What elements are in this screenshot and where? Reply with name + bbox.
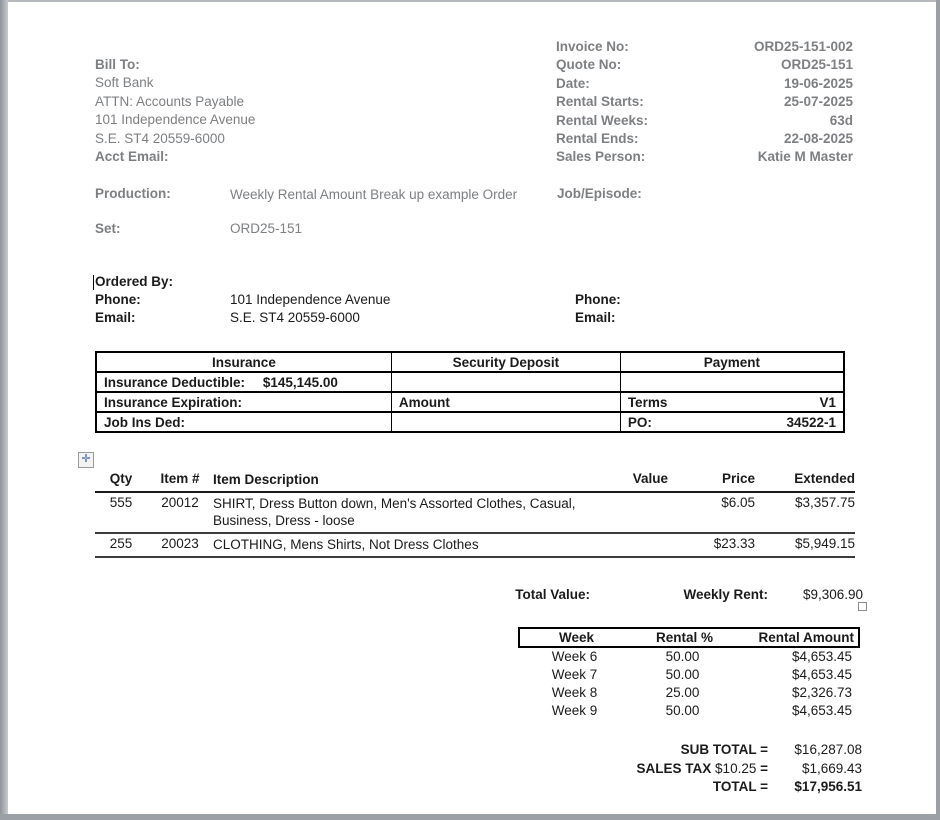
week-breakdown-table xyxy=(518,627,860,720)
rental-amount: $4,653.45 xyxy=(791,667,852,682)
acct-email-label: Acct Email: xyxy=(95,149,169,165)
weekly-rent-label: Weekly Rent: xyxy=(683,587,768,602)
sub-total-label: SUB TOTAL = xyxy=(680,742,768,757)
date-row xyxy=(556,75,853,93)
bill-to-block xyxy=(95,56,255,166)
rental-ends-label: Rental Ends: xyxy=(556,131,639,147)
bill-to-address1: 101 Independence Avenue xyxy=(95,112,256,128)
rental-amount: $4,653.45 xyxy=(791,649,852,664)
item-number: 20012 xyxy=(161,495,199,510)
bill-to-name: Soft Bank xyxy=(95,75,154,91)
insurance-table-header-row xyxy=(96,352,844,372)
text-cursor-caret xyxy=(93,275,94,290)
insurance-deductible-cell xyxy=(96,372,391,392)
item-price: $6.05 xyxy=(721,495,755,510)
item-number: 20023 xyxy=(161,536,199,551)
set-label: Set: xyxy=(95,221,121,236)
total-row xyxy=(500,778,862,797)
week-header: Week xyxy=(558,630,595,645)
rental-pct: 50.00 xyxy=(665,667,700,682)
rental-weeks-value: 63d xyxy=(829,112,853,128)
phone-label: Phone: xyxy=(95,292,141,307)
insurance-table xyxy=(95,351,845,433)
sales-person-label: Sales Person: xyxy=(556,149,646,165)
rental-weeks-row xyxy=(556,112,853,130)
rental-pct: 50.00 xyxy=(665,703,700,718)
insurance-expiration-label: Insurance Expiration: xyxy=(96,392,391,412)
extended-header: Extended xyxy=(794,471,855,486)
insurance-deductible-label: Insurance Deductible: xyxy=(104,374,246,390)
rental-ends-value: 22-08-2025 xyxy=(783,131,853,147)
sales-tax-amount: $10.25 xyxy=(715,760,757,776)
rental-starts-label: Rental Starts: xyxy=(556,94,644,110)
terms-label: Terms xyxy=(627,394,668,410)
production-label: Production: xyxy=(95,186,171,201)
week-row-1 xyxy=(518,648,860,666)
payment-empty-cell xyxy=(620,372,844,392)
security-deposit-empty-cell xyxy=(391,372,620,392)
production-value: Weekly Rental Amount Break up example Order xyxy=(230,187,518,202)
terms-cell xyxy=(620,392,844,412)
job-ins-empty-cell xyxy=(391,412,620,432)
sales-tax-label: SALES TAX xyxy=(636,760,712,776)
item-description: CLOTHING, Mens Shirts, Not Dress Clothes xyxy=(213,537,479,552)
set-value: ORD25-151 xyxy=(230,221,303,236)
week-row-4 xyxy=(518,702,860,720)
rental-amount-header: Rental Amount xyxy=(758,630,854,645)
sub-total-row xyxy=(500,741,862,760)
po-value: 34522-1 xyxy=(786,414,836,430)
item-row-2 xyxy=(95,534,855,558)
rental-pct-header: Rental % xyxy=(655,630,713,645)
date-label: Date: xyxy=(556,75,590,91)
job-ins-ded-row xyxy=(96,412,844,432)
weekly-rent-value: $9,306.90 xyxy=(802,587,863,602)
page-edge-bottom xyxy=(0,814,940,820)
rental-amount: $4,653.45 xyxy=(791,703,852,718)
sales-person-row xyxy=(556,148,853,166)
table-move-handle-icon[interactable]: ✛ xyxy=(78,452,94,468)
price-header: Price xyxy=(721,471,755,486)
rental-ends-row xyxy=(556,130,853,148)
bill-to-address2: S.E. ST4 20559-6000 xyxy=(95,130,225,146)
items-table xyxy=(95,471,855,558)
item-description: SHIRT, Dress Button down, Men's Assorted Clothes, Casual, Business, Dress - loose xyxy=(213,496,576,528)
insurance-deductible-value: $145,145.00 xyxy=(262,374,338,390)
page-edge-right xyxy=(936,0,940,820)
sub-total-value: $16,287.08 xyxy=(794,742,862,757)
table-resize-handle[interactable] xyxy=(858,602,867,611)
summary-totals xyxy=(500,741,862,797)
total-value-label: Total Value: xyxy=(515,587,590,602)
ordered-by-label: Ordered By: xyxy=(95,274,174,289)
rental-amount: $2,326.73 xyxy=(791,685,852,700)
rental-weeks-label: Rental Weeks: xyxy=(556,112,649,128)
security-deposit-header: Security Deposit xyxy=(391,352,620,372)
invoice-no-label: Invoice No: xyxy=(556,39,629,54)
payment-header: Payment xyxy=(620,352,844,372)
week-table-header-row xyxy=(518,627,860,648)
po-label: PO: xyxy=(627,414,652,430)
page-edge-top xyxy=(0,0,940,2)
grand-total-value: $17,956.51 xyxy=(794,779,862,795)
phone-value: 101 Independence Avenue xyxy=(230,292,391,307)
item-extended: $5,949.15 xyxy=(794,536,855,551)
quote-no-row xyxy=(556,56,853,74)
week-name: Week 8 xyxy=(551,685,598,700)
insurance-deductible-row xyxy=(96,372,844,392)
rental-starts-row xyxy=(556,93,853,111)
email-label: Email: xyxy=(95,310,136,325)
item-description-header: Item Description xyxy=(213,472,319,487)
item-number-header: Item # xyxy=(160,471,200,486)
quote-no-value: ORD25-151 xyxy=(780,57,853,73)
week-row-2 xyxy=(518,666,860,684)
sales-tax-value: $1,669.43 xyxy=(801,760,862,776)
value-header: Value xyxy=(632,471,668,486)
email-value: S.E. ST4 20559-6000 xyxy=(230,310,360,325)
invoice-no-row xyxy=(556,38,853,56)
phone2-label: Phone: xyxy=(575,292,621,307)
po-cell xyxy=(620,412,844,432)
date-value: 19-06-2025 xyxy=(783,75,853,91)
bill-to-label: Bill To: xyxy=(95,57,140,72)
terms-value: V1 xyxy=(819,394,836,410)
rental-pct: 25.00 xyxy=(665,685,700,700)
item-value xyxy=(598,495,668,529)
sales-person-value: Katie M Master xyxy=(757,149,853,165)
rental-starts-value: 25-07-2025 xyxy=(783,94,853,110)
week-row-3 xyxy=(518,684,860,702)
amount-label: Amount xyxy=(391,392,620,412)
item-row-1 xyxy=(95,493,855,534)
week-name: Week 6 xyxy=(551,649,598,664)
email2-label: Email: xyxy=(575,310,616,325)
sales-tax-equals: = xyxy=(760,760,768,776)
grand-total-label: TOTAL = xyxy=(712,779,768,795)
bill-to-attn: ATTN: Accounts Payable xyxy=(95,93,245,109)
invoice-no-value: ORD25-151-002 xyxy=(753,39,853,54)
week-name: Week 9 xyxy=(551,703,598,718)
item-value xyxy=(598,536,668,553)
items-table-header-row xyxy=(95,471,855,493)
item-extended: $3,357.75 xyxy=(794,495,855,510)
item-qty: 555 xyxy=(109,495,133,510)
insurance-expiration-row xyxy=(96,392,844,412)
quote-no-label: Quote No: xyxy=(556,57,622,73)
item-price: $23.33 xyxy=(713,536,755,551)
job-episode-label: Job/Episode: xyxy=(557,186,642,201)
qty-header: Qty xyxy=(109,471,133,486)
sales-tax-row xyxy=(500,760,862,779)
sales-tax-label-group xyxy=(500,760,768,779)
insurance-header: Insurance xyxy=(96,352,391,372)
week-name: Week 7 xyxy=(551,667,598,682)
rental-pct: 50.00 xyxy=(665,649,700,664)
job-ins-ded-label: Job Ins Ded: xyxy=(96,412,391,432)
item-qty: 255 xyxy=(109,536,133,551)
page-edge-left xyxy=(0,0,8,820)
invoice-info-block xyxy=(556,38,853,167)
